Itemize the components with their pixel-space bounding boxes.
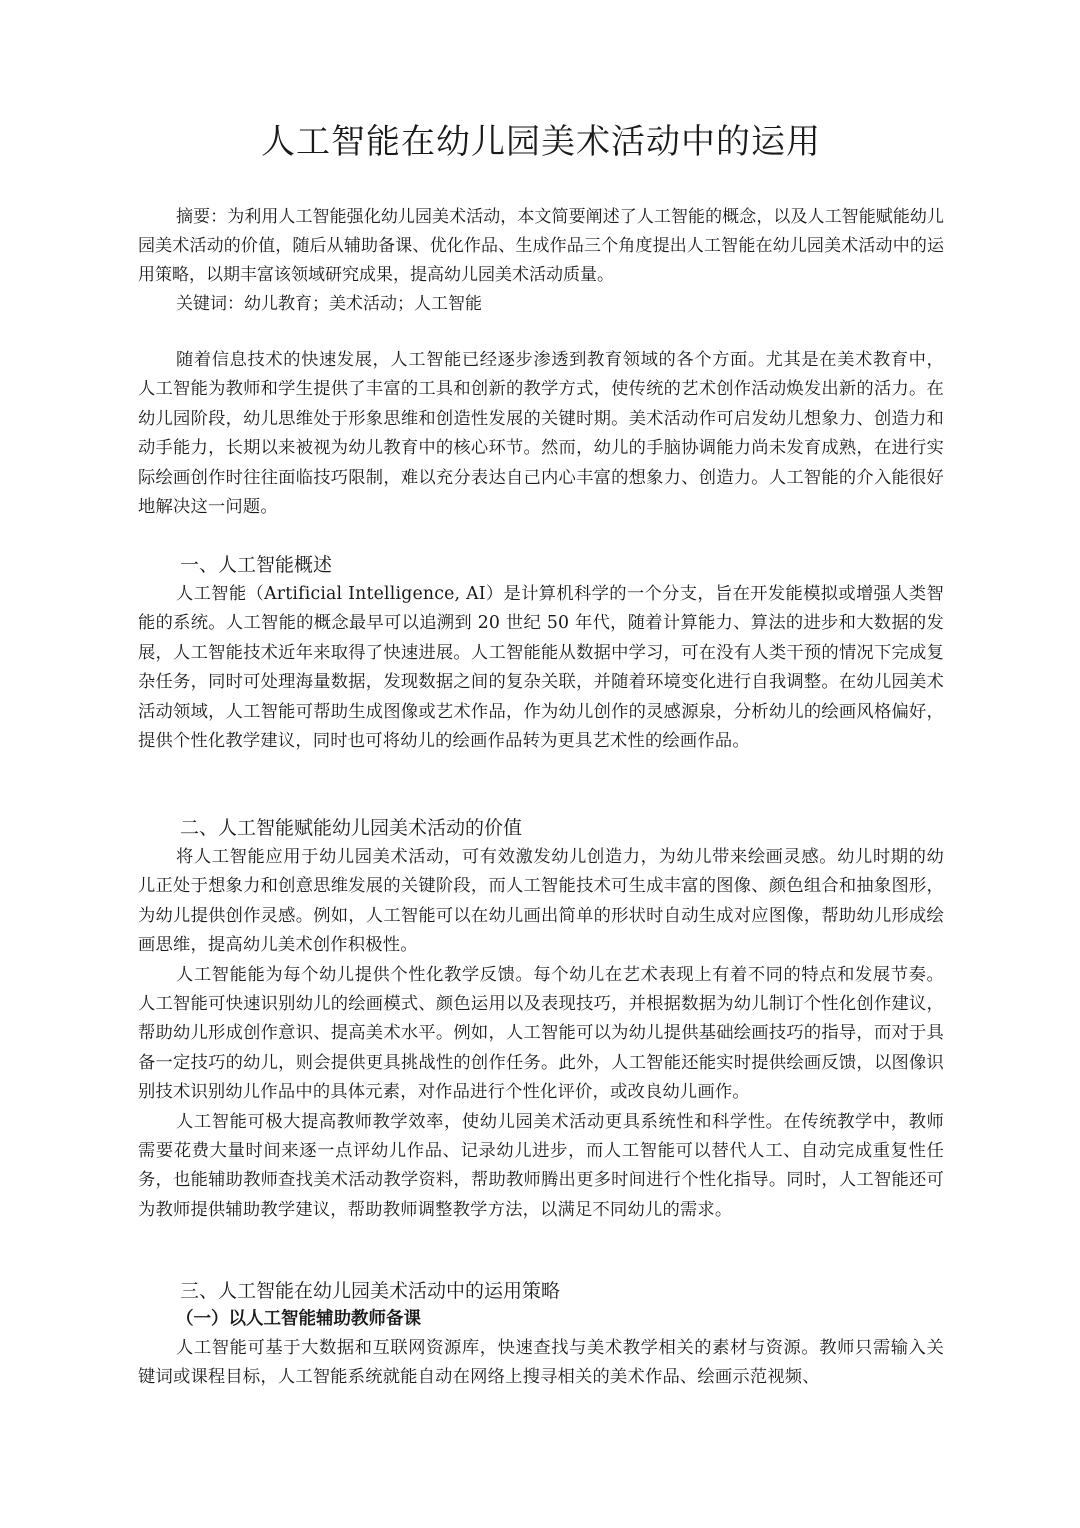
keywords: 关键词：幼儿教育；美术活动；人工智能	[176, 294, 482, 314]
intro-paragraph: 随着信息技术的快速发展，人工智能已经逐步渗透到教育领域的各个方面。尤其是在美术教育中，人工智能为教师和学生提供了丰富的工具和创新的教学方式，使传统的艺术创作活动焕发出新的活力。在幼儿园阶段，幼儿思维处于形象思维和创造性发展的关键时期。美术活动作可启发幼儿想象力、创造力和动手能力，长期以来被视为幼儿教育中的核心环节。然而，幼儿的手脑协调能力尚未发育成熟，在进行实际绘画创作时往往面临技巧限制，难以充分表达自己内心丰富的想象力、创造力。人工智能的介入能很好地解决这一问题。	[138, 350, 944, 518]
document-title: 人工智能在幼儿园美术活动中的运用	[261, 122, 821, 162]
section-heading-3: 三、人工智能在幼儿园美术活动中的运用策略	[180, 1280, 561, 1302]
section-heading-2: 二、人工智能赋能幼儿园美术活动的价值	[180, 817, 523, 839]
section-2-body	[138, 843, 944, 1225]
section-1-paragraph: 人工智能（Artificial Intelligence, AI）是计算机科学的一个分支，旨在开发能模拟或增强人类智能的系统。人工智能的概念最早可以追溯到 20 世纪 50 年代，随着计算能力、算法的进步和大数据的发展，人工智能技术近年来取得了快速进展。人工智能能从数据中学习，可在没有人类干预的情况下完成复杂任务，同时可处理海量数据，发现数据之间的复杂关联，并随着环境变化进行自我调整。在幼儿园美术活动领域，人工智能可帮助生成图像或艺术作品，作为幼儿创作的灵感源泉，分析幼儿的绘画风格偏好，提供个性化教学建议，同时也可将幼儿的绘画作品转为更具艺术性的绘画作品。	[138, 584, 944, 752]
subsection-heading-3-1: （一）以人工智能辅助教师备课	[176, 1309, 421, 1329]
section-2-paragraph: 人工智能能为每个幼儿提供个性化教学反馈。每个幼儿在艺术表现上有着不同的特点和发展节奏。人工智能可快速识别幼儿的绘画模式、颜色运用以及表现技巧，并根据数据为幼儿制订个性化创作建议，帮助幼儿形成创作意识、提高美术水平。例如，人工智能可以为幼儿提供基础绘画技巧的指导，而对于具备一定技巧的幼儿，则会提供更具挑战性的创作任务。此外，人工智能还能实时提供绘画反馈，以图像识别技术识别幼儿作品中的具体元素，对作品进行个性化评价，或改良幼儿画作。	[138, 964, 944, 1103]
section-heading-1: 一、人工智能概述	[180, 554, 333, 576]
section-2-paragraph: 将人工智能应用于幼儿园美术活动，可有效激发幼儿创造力，为幼儿带来绘画灵感。幼儿时期的幼儿正处于想象力和创意思维发展的关键阶段，而人工智能技术可生成丰富的图像、颜色组合和抽象图形，为幼儿提供创作灵感。例如，人工智能可以在幼儿画出简单的形状时自动生成对应图像，帮助幼儿形成绘画思维，提高幼儿美术创作积极性。	[138, 847, 944, 956]
section-3-paragraph: 人工智能可基于大数据和互联网资源库，快速查找与美术教学相关的素材与资源。教师只需输入关键词或课程目标，人工智能系统就能自动在网络上搜寻相关的美术作品、绘画示范视频、	[138, 1338, 944, 1388]
section-2-paragraph: 人工智能可极大提高教师教学效率，使幼儿园美术活动更具系统性和科学性。在传统教学中，教师需要花费大量时间来逐一点评幼儿作品、记录幼儿进步，而人工智能可以替代人工、自动完成重复性任务，也能辅助教师查找美术活动教学资料，帮助教师腾出更多时间进行个性化指导。同时，人工智能还可为教师提供辅助教学建议，帮助教师调整教学方法，以满足不同幼儿的需求。	[138, 1111, 944, 1220]
abstract: 摘要：为利用人工智能强化幼儿园美术活动，本文简要阐述了人工智能的概念，以及人工智能赋能幼儿园美术活动的价值，随后从辅助备课、优化作品、生成作品三个角度提出人工智能在幼儿园美术活动中的运用策略，以期丰富该领域研究成果，提高幼儿园美术活动质量。	[138, 207, 944, 285]
